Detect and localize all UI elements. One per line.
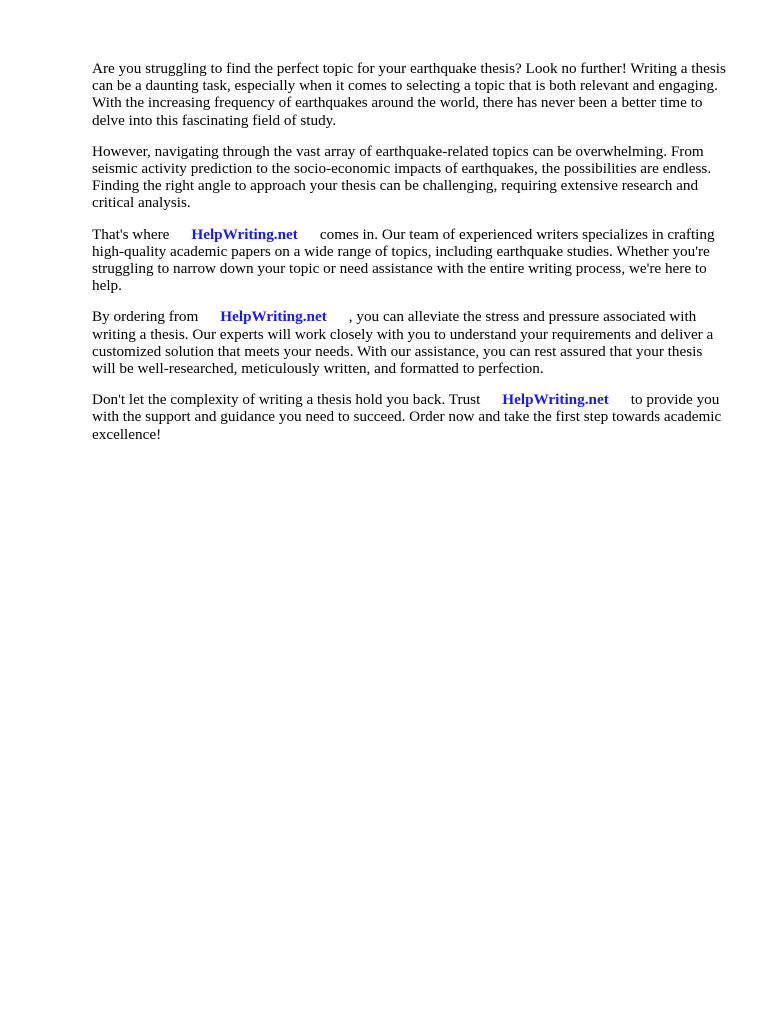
paragraph-text: comes in. Our team of experienced writers specializes in crafting high-quality academic papers on a wide range of topics, including earthquake studies. Whether you're struggling to narrow down your topic or need assistance with the entire writing process, we're here to help.	[92, 225, 715, 295]
paragraph-text: Don't let the complexity of writing a thesis hold you back. Trust	[92, 391, 481, 409]
helpwriting-link[interactable]: HelpWriting.net	[502, 391, 609, 409]
paragraph-text: By ordering from	[92, 308, 199, 326]
helpwriting-link[interactable]: HelpWriting.net	[220, 308, 327, 326]
topics-paragraph: However, navigating through the vast array of earthquake-related topics can be overwhelming. From seismic activity prediction to the socio-economic impacts of earthquakes, the possibilities are endless. Finding the right angle to approach your thesis can be challenging, requiring extensive research and critical analysis.	[92, 142, 712, 212]
closing-paragraph	[92, 391, 726, 443]
paragraph-text: That's where	[92, 225, 170, 243]
document-page	[92, 60, 726, 457]
helpwriting-link[interactable]: HelpWriting.net	[191, 225, 298, 243]
intro-paragraph: Are you struggling to find the perfect topic for your earthquake thesis? Look no further! Writing a thesis can be a daunting task, especially when it comes to selecting a topic that is both relevant and engaging. With the increasing frequency of earthquakes around the world, there has never been a better time to delve into this fascinating field of study.	[92, 60, 726, 129]
service-paragraph	[92, 226, 726, 295]
ordering-paragraph	[92, 308, 726, 377]
paragraph-text: , you can alleviate the stress and pressure associated with writing a thesis. Our experts will work closely with you to understand your requirements and deliver a customized solution that meets your needs. With our assistance, you can rest assured that your thesis will be well-researched, meticulously written, and formatted to perfection.	[92, 308, 714, 378]
paragraph-text: to provide you with the support and guidance you need to succeed. Order now and take the first step towards academic excellence!	[92, 391, 722, 443]
